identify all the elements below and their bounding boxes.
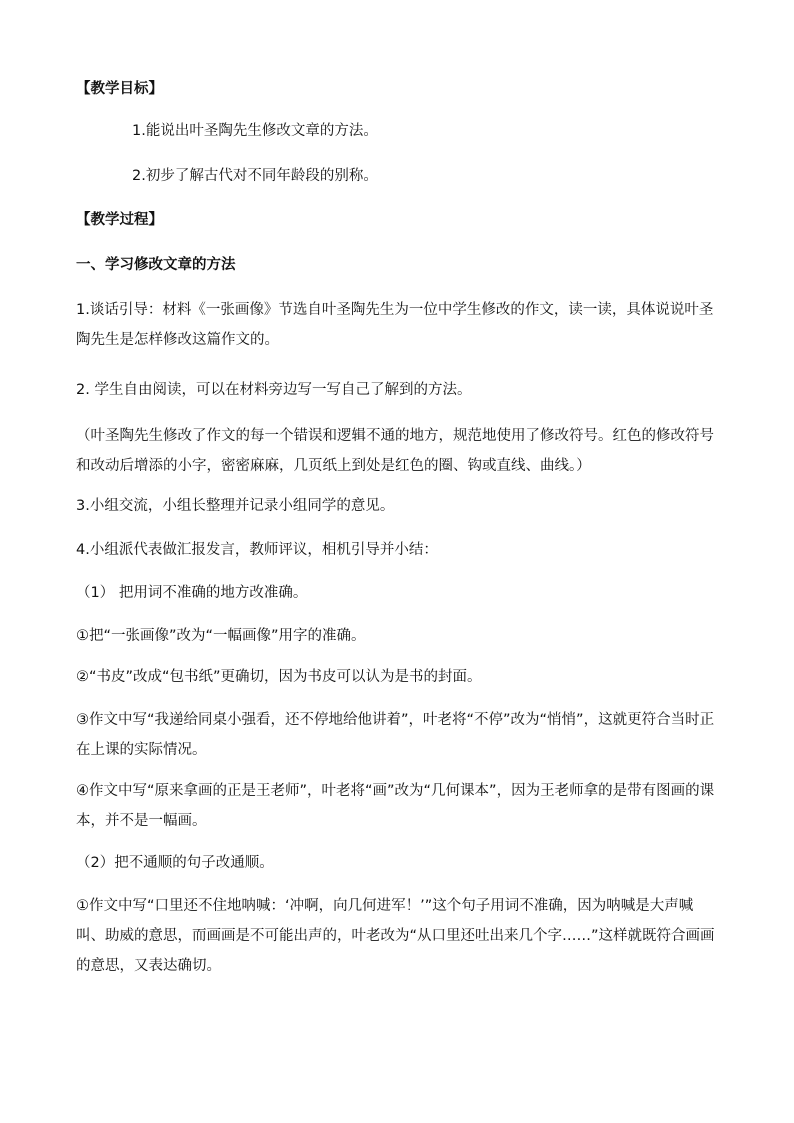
sub-2-item-a: ①作文中写“口里还不住地呐喊：‘冲啊，向几何进军！’”这个句子用词不准确，因为呐喊是大声喊叫、助威的意思，而画画是不可能出声的，叶老改为“从口里还吐出来几个字……”这样就既符合画画的意思，又表达确切。 <box>76 898 715 974</box>
process-heading: 【教学过程】 <box>76 212 163 228</box>
sub-1-item-c: ③作文中写“我递给同桌小强看，还不停地给他讲着”，叶老将“不停”改为“悄悄”，这就更符合当时正在上课的实际情况。 <box>76 712 715 758</box>
sub-1-title: （1） 把用词不准确的地方改准确。 <box>76 585 308 601</box>
objective-2: 2.初步了解古代对不同年龄段的别称。 <box>132 168 378 184</box>
step-2: 2. 学生自由阅读，可以在材料旁边写一写自己了解到的方法。 <box>76 382 472 398</box>
step-2-note: （叶圣陶先生修改了作文的每一个错误和逻辑不通的地方，规范地使用了修改符号。红色的修改符号和改动后增添的小字，密密麻麻，几页纸上到处是红色的圈、钩或直线、曲线。） <box>76 428 714 474</box>
sub-1-item-a: ①把“一张画像”改为“一幅画像”用字的准确。 <box>76 628 366 644</box>
step-4: 4.小组派代表做汇报发言，教师评议，相机引导并小结： <box>76 542 438 558</box>
step-1: 1.谈话引导：材料《一张画像》节选自叶圣陶先生为一位中学生修改的作文，读一读，具体说说叶圣陶先生是怎样修改这篇作文的。 <box>76 302 714 348</box>
objectives-heading: 【教学目标】 <box>76 81 163 97</box>
objective-1: 1.能说出叶圣陶先生修改文章的方法。 <box>132 123 378 139</box>
sub-2-title: （2）把不通顺的句子改通顺。 <box>76 855 274 871</box>
step-3: 3.小组交流，小组长整理并记录小组同学的意见。 <box>76 498 395 514</box>
section-1-title: 一、学习修改文章的方法 <box>76 257 236 273</box>
sub-1-item-d: ④作文中写“原来拿画的正是王老师”，叶老将“画”改为“几何课本”，因为王老师拿的是带有图画的课本，并不是一幅画。 <box>76 783 715 829</box>
sub-1-item-b: ②“书皮”改成“包书纸”更确切，因为书皮可以认为是书的封面。 <box>76 669 482 685</box>
